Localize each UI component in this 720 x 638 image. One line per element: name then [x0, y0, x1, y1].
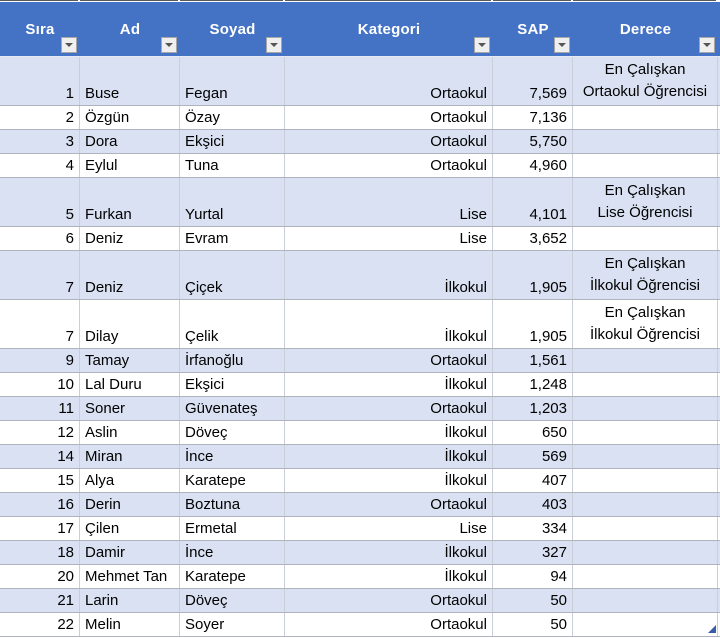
cell-text: Alya — [85, 472, 115, 489]
cell-sap[interactable] — [493, 517, 573, 540]
cell-sira[interactable] — [0, 565, 80, 588]
cell-text: Buse — [85, 85, 120, 102]
chevron-down-icon — [558, 43, 566, 47]
derece-line: Ortaokul Öğrencisi — [582, 83, 708, 100]
cell-soyad[interactable] — [180, 445, 285, 468]
derece-line: En Çalışkan — [604, 61, 686, 78]
cell-soyad[interactable] — [180, 349, 285, 372]
cell-derece[interactable] — [573, 445, 718, 468]
cell-soyad[interactable] — [180, 300, 285, 348]
cell-text: 7,569 — [529, 85, 567, 102]
cell-ad[interactable] — [80, 397, 180, 420]
cell-text: 1 — [65, 85, 74, 102]
gridline-tick — [80, 0, 178, 1]
cell-kategori[interactable] — [285, 613, 493, 636]
cell-text: 50 — [550, 616, 567, 633]
cell-derece[interactable] — [573, 178, 718, 226]
table-row — [0, 178, 720, 227]
cell-text: Aslin — [85, 424, 118, 441]
cell-derece[interactable] — [573, 373, 718, 396]
cell-text: 650 — [541, 424, 567, 441]
cell-soyad[interactable] — [180, 178, 285, 226]
cell-derece[interactable] — [573, 469, 718, 492]
chevron-down-icon — [65, 43, 73, 47]
cell-sap[interactable] — [493, 57, 573, 105]
cell-ad[interactable] — [80, 373, 180, 396]
gridline-tick — [180, 0, 283, 1]
table-header-row — [0, 2, 720, 57]
gridline-tick — [285, 0, 491, 1]
table-row — [0, 349, 720, 373]
cell-text: Fegan — [185, 85, 228, 102]
cell-soyad[interactable] — [180, 517, 285, 540]
cell-text: İlkokul — [444, 424, 487, 441]
cell-soyad[interactable] — [180, 373, 285, 396]
cell-text: Yurtal — [185, 206, 224, 223]
cell-derece[interactable] — [573, 154, 718, 177]
cell-text: Lise — [459, 230, 487, 247]
cell-text: Miran — [85, 448, 123, 465]
cell-ad[interactable] — [80, 493, 180, 516]
cell-soyad[interactable] — [180, 397, 285, 420]
cell-sira[interactable] — [0, 154, 80, 177]
cell-kategori[interactable] — [285, 178, 493, 226]
cell-text: Deniz — [85, 279, 124, 296]
column-header-label: Kategori — [357, 20, 421, 38]
cell-text: 334 — [541, 520, 567, 537]
column-header-label: Soyad — [209, 20, 256, 38]
cell-ad[interactable] — [80, 106, 180, 129]
derece-line: Lise Öğrencisi — [597, 204, 693, 221]
cell-text: Ortaokul — [430, 352, 487, 369]
filter-button-soyad[interactable] — [266, 37, 282, 53]
cell-derece[interactable] — [573, 106, 718, 129]
cell-text: Larin — [85, 592, 119, 609]
gridline-tick — [573, 0, 716, 1]
cell-sira[interactable] — [0, 251, 80, 299]
filter-button-ad[interactable] — [161, 37, 177, 53]
cell-text: 7 — [65, 328, 74, 345]
cell-sap[interactable] — [493, 565, 573, 588]
cell-kategori[interactable] — [285, 541, 493, 564]
cell-text: 21 — [57, 592, 74, 609]
cell-sira[interactable] — [0, 373, 80, 396]
cell-sap[interactable] — [493, 613, 573, 636]
gridline-tick — [493, 0, 571, 1]
cell-text: Çiçek — [185, 279, 223, 296]
column-header-derece — [573, 2, 718, 56]
cell-text: 1,203 — [529, 400, 567, 417]
cell-sira[interactable] — [0, 421, 80, 444]
cell-sap[interactable] — [493, 130, 573, 153]
cell-text: Dilay — [85, 328, 119, 345]
cell-sira[interactable] — [0, 300, 80, 348]
cell-sira[interactable] — [0, 445, 80, 468]
table-body — [0, 57, 720, 637]
cell-text: Lise — [459, 206, 487, 223]
cell-text: İlkokul — [444, 448, 487, 465]
cell-soyad[interactable] — [180, 565, 285, 588]
chevron-down-icon — [270, 43, 278, 47]
cell-sap[interactable] — [493, 469, 573, 492]
table-row — [0, 517, 720, 541]
cell-text: 1,561 — [529, 352, 567, 369]
cell-text: 17 — [57, 520, 74, 537]
cell-ad[interactable] — [80, 421, 180, 444]
cell-text: Soyer — [185, 616, 225, 633]
gridline-tick — [0, 0, 78, 1]
column-header-kategori — [285, 2, 493, 56]
cell-text: 18 — [57, 544, 74, 561]
table-row — [0, 227, 720, 251]
chevron-down-icon — [165, 43, 173, 47]
cell-text: Lise — [459, 520, 487, 537]
cell-text: İlkokul — [444, 376, 487, 393]
cell-derece[interactable] — [573, 57, 718, 105]
cell-derece[interactable] — [573, 613, 718, 636]
cell-sap[interactable] — [493, 349, 573, 372]
cell-derece[interactable] — [573, 397, 718, 420]
cell-text: 4 — [65, 157, 74, 174]
derece-line: İlkokul Öğrencisi — [589, 277, 701, 294]
table-row — [0, 613, 720, 637]
cell-text: Soner — [85, 400, 126, 417]
table-row — [0, 445, 720, 469]
cell-text: Döveç — [185, 592, 228, 609]
cell-ad[interactable] — [80, 130, 180, 153]
cell-ad[interactable] — [80, 178, 180, 226]
cell-text: Evram — [185, 230, 229, 247]
cell-text: Ermetal — [185, 520, 237, 537]
cell-ad[interactable] — [80, 589, 180, 612]
cell-text: Ortaokul — [430, 109, 487, 126]
cell-text: Mehmet Tan — [85, 568, 168, 585]
table-row — [0, 130, 720, 154]
cell-text: 403 — [541, 496, 567, 513]
column-header-ad — [80, 2, 180, 56]
cell-ad[interactable] — [80, 300, 180, 348]
cell-sira[interactable] — [0, 397, 80, 420]
column-header-label: SAP — [517, 20, 549, 38]
cell-text: 3,652 — [529, 230, 567, 247]
cell-soyad[interactable] — [180, 613, 285, 636]
cell-text: 12 — [57, 424, 74, 441]
cell-text: 14 — [57, 448, 74, 465]
cell-text: Ortaokul — [430, 592, 487, 609]
cell-text: 20 — [57, 568, 74, 585]
cell-soyad[interactable] — [180, 106, 285, 129]
cell-sap[interactable] — [493, 178, 573, 226]
cell-sira[interactable] — [0, 106, 80, 129]
cell-text: 7 — [65, 279, 74, 296]
cell-text: 4,960 — [529, 157, 567, 174]
cell-sira[interactable] — [0, 469, 80, 492]
cell-sira[interactable] — [0, 178, 80, 226]
cell-kategori[interactable] — [285, 106, 493, 129]
cell-text: Ortaokul — [430, 157, 487, 174]
cell-sap[interactable] — [493, 300, 573, 348]
cell-derece[interactable] — [573, 565, 718, 588]
cell-ad[interactable] — [80, 469, 180, 492]
cell-sira[interactable] — [0, 130, 80, 153]
cell-text: Güvenateş — [185, 400, 258, 417]
column-header-sira — [0, 2, 80, 56]
table-resize-handle[interactable] — [708, 625, 716, 633]
cell-kategori[interactable] — [285, 469, 493, 492]
table-row — [0, 251, 720, 300]
cell-text: 6 — [65, 230, 74, 247]
column-header-soyad — [180, 2, 285, 56]
cell-text: Tuna — [185, 157, 219, 174]
cell-text: Karatepe — [185, 472, 246, 489]
cell-soyad[interactable] — [180, 154, 285, 177]
cell-derece[interactable] — [573, 300, 718, 348]
table-row — [0, 300, 720, 349]
chevron-down-icon — [478, 43, 486, 47]
cell-kategori[interactable] — [285, 493, 493, 516]
cell-sap[interactable] — [493, 227, 573, 250]
cell-ad[interactable] — [80, 517, 180, 540]
cell-sap[interactable] — [493, 397, 573, 420]
cell-sap[interactable] — [493, 589, 573, 612]
cell-text: Tamay — [85, 352, 130, 369]
cell-text: Karatepe — [185, 568, 246, 585]
cell-text: Ortaokul — [430, 496, 487, 513]
table-row — [0, 106, 720, 130]
cell-sira[interactable] — [0, 613, 80, 636]
cell-text: 3 — [65, 133, 74, 150]
cell-ad[interactable] — [80, 349, 180, 372]
cell-kategori[interactable] — [285, 373, 493, 396]
cell-sira[interactable] — [0, 517, 80, 540]
cell-ad[interactable] — [80, 445, 180, 468]
filter-button-sira[interactable] — [61, 37, 77, 53]
cell-text: Furkan — [85, 206, 132, 223]
cell-text: Ortaokul — [430, 85, 487, 102]
cell-text: 1,248 — [529, 376, 567, 393]
cell-text: Boztuna — [185, 496, 241, 513]
table-row — [0, 154, 720, 178]
cell-kategori[interactable] — [285, 397, 493, 420]
filter-button-sap[interactable] — [554, 37, 570, 53]
cell-sap[interactable] — [493, 493, 573, 516]
cell-soyad[interactable] — [180, 469, 285, 492]
cell-text: Eylul — [85, 157, 118, 174]
cell-text: 327 — [541, 544, 567, 561]
cell-sira[interactable] — [0, 541, 80, 564]
cell-text: 94 — [550, 568, 567, 585]
cell-sap[interactable] — [493, 445, 573, 468]
cell-kategori[interactable] — [285, 565, 493, 588]
table-row — [0, 397, 720, 421]
column-header-label: Sıra — [25, 20, 55, 38]
cell-text: 2 — [65, 109, 74, 126]
table-row — [0, 421, 720, 445]
derece-line: En Çalışkan — [604, 182, 686, 199]
derece-line: İlkokul Öğrencisi — [589, 326, 701, 343]
cell-derece[interactable] — [573, 541, 718, 564]
table-row — [0, 541, 720, 565]
cell-soyad[interactable] — [180, 541, 285, 564]
cell-text: 4,101 — [529, 206, 567, 223]
cell-derece[interactable] — [573, 493, 718, 516]
table-row — [0, 373, 720, 397]
cell-ad[interactable] — [80, 227, 180, 250]
cell-text: İlkokul — [444, 544, 487, 561]
cell-derece[interactable] — [573, 349, 718, 372]
cell-text: 16 — [57, 496, 74, 513]
cell-soyad[interactable] — [180, 227, 285, 250]
cell-sap[interactable] — [493, 541, 573, 564]
cell-text: 569 — [541, 448, 567, 465]
cell-kategori[interactable] — [285, 445, 493, 468]
cell-kategori[interactable] — [285, 227, 493, 250]
cell-derece[interactable] — [573, 251, 718, 299]
cell-text: Melin — [85, 616, 121, 633]
cell-kategori[interactable] — [285, 251, 493, 299]
table-row — [0, 469, 720, 493]
cell-soyad[interactable] — [180, 493, 285, 516]
cell-sap[interactable] — [493, 106, 573, 129]
cell-kategori[interactable] — [285, 57, 493, 105]
cell-text: 7,136 — [529, 109, 567, 126]
derece-line: En Çalışkan — [604, 255, 686, 272]
cell-text: Ekşici — [185, 133, 225, 150]
cell-text: Çelik — [185, 328, 219, 345]
cell-text: 50 — [550, 592, 567, 609]
cell-text: 9 — [65, 352, 74, 369]
cell-sap[interactable] — [493, 154, 573, 177]
chevron-down-icon — [703, 43, 711, 47]
cell-text: İlkokul — [444, 568, 487, 585]
cell-kategori[interactable] — [285, 130, 493, 153]
cell-sira[interactable] — [0, 227, 80, 250]
cell-sira[interactable] — [0, 349, 80, 372]
table-row — [0, 589, 720, 613]
cell-text: 5 — [65, 206, 74, 223]
cell-text: Ortaokul — [430, 616, 487, 633]
cell-ad[interactable] — [80, 541, 180, 564]
cell-kategori[interactable] — [285, 154, 493, 177]
cell-soyad[interactable] — [180, 57, 285, 105]
cell-kategori[interactable] — [285, 589, 493, 612]
cell-text: Derin — [85, 496, 121, 513]
derece-line: En Çalışkan — [604, 304, 686, 321]
cell-text: 10 — [57, 376, 74, 393]
cell-kategori[interactable] — [285, 517, 493, 540]
cell-sap[interactable] — [493, 373, 573, 396]
cell-derece[interactable] — [573, 517, 718, 540]
cell-soyad[interactable] — [180, 421, 285, 444]
filter-button-kategori[interactable] — [474, 37, 490, 53]
cell-text: Döveç — [185, 424, 228, 441]
cell-text: 11 — [58, 400, 74, 417]
cell-text: Ortaokul — [430, 400, 487, 417]
cell-text: Özay — [185, 109, 221, 126]
table-row — [0, 565, 720, 589]
cell-text: İnce — [185, 448, 214, 465]
cell-sap[interactable] — [493, 421, 573, 444]
cell-derece[interactable] — [573, 227, 718, 250]
cell-sira[interactable] — [0, 493, 80, 516]
cell-text: Deniz — [85, 230, 124, 247]
cell-sap[interactable] — [493, 251, 573, 299]
cell-derece[interactable] — [573, 589, 718, 612]
cell-text: Çilen — [85, 520, 120, 537]
cell-text: 1,905 — [529, 328, 567, 345]
cell-kategori[interactable] — [285, 421, 493, 444]
cell-ad[interactable] — [80, 251, 180, 299]
cell-text: 5,750 — [529, 133, 567, 150]
table-row — [0, 493, 720, 517]
cell-ad[interactable] — [80, 565, 180, 588]
cell-ad[interactable] — [80, 154, 180, 177]
cell-text: İlkokul — [444, 328, 487, 345]
cell-derece[interactable] — [573, 130, 718, 153]
cell-text: Ekşici — [185, 376, 225, 393]
cell-ad[interactable] — [80, 57, 180, 105]
cell-text: 22 — [57, 616, 74, 633]
cell-text: Özgün — [85, 109, 130, 126]
cell-text: 1,905 — [529, 279, 567, 296]
cell-derece[interactable] — [573, 421, 718, 444]
cell-text: İlkokul — [444, 279, 487, 296]
cell-text: Dora — [85, 133, 118, 150]
cell-kategori[interactable] — [285, 300, 493, 348]
cell-kategori[interactable] — [285, 349, 493, 372]
column-header-label: Derece — [619, 20, 672, 38]
cell-text: İrfanoğlu — [185, 352, 244, 369]
cell-ad[interactable] — [80, 613, 180, 636]
cell-text: 15 — [57, 472, 74, 489]
column-header-label: Ad — [119, 20, 141, 38]
cell-soyad[interactable] — [180, 589, 285, 612]
cell-sira[interactable] — [0, 57, 80, 105]
cell-text: İnce — [185, 544, 214, 561]
filter-button-derece[interactable] — [699, 37, 715, 53]
cell-soyad[interactable] — [180, 130, 285, 153]
cell-sira[interactable] — [0, 589, 80, 612]
cell-text: 407 — [541, 472, 567, 489]
cell-text: İlkokul — [444, 472, 487, 489]
cell-soyad[interactable] — [180, 251, 285, 299]
cell-text: Damir — [85, 544, 125, 561]
cell-text: Lal Duru — [85, 376, 142, 393]
cell-text: Ortaokul — [430, 133, 487, 150]
table-row — [0, 57, 720, 106]
column-header-sap — [493, 2, 573, 56]
